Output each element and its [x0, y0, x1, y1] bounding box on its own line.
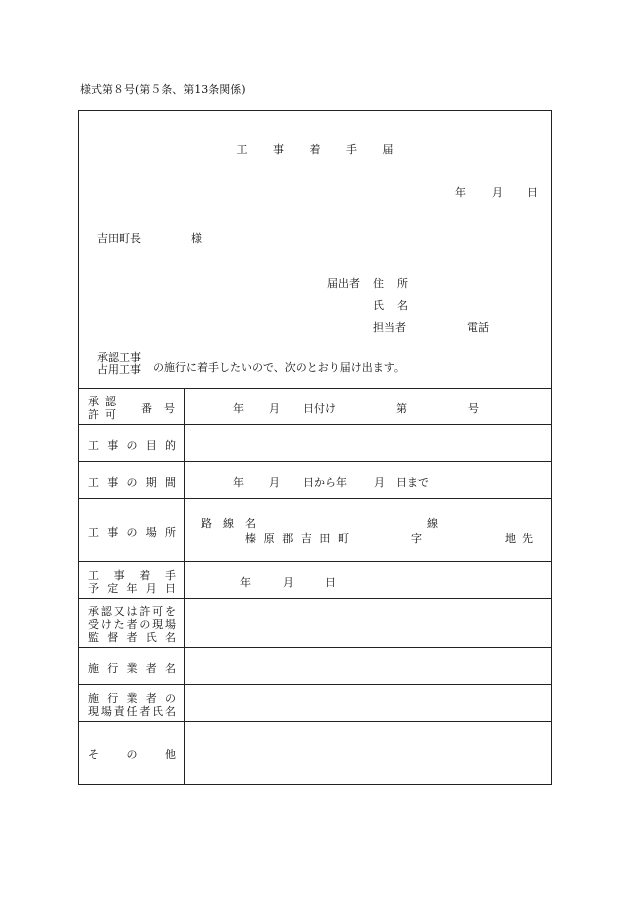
table-row-other	[79, 722, 551, 784]
table-row-site-manager	[79, 685, 551, 722]
table-row-period	[79, 462, 551, 499]
purpose-value[interactable]	[185, 425, 551, 461]
construction-start-notice-form	[78, 110, 552, 785]
supervisor-value[interactable]	[185, 599, 551, 647]
contact-person-label: 担当者	[373, 321, 406, 334]
statement-text: の施行に着手したいので、次のとおり届け出ます。	[153, 361, 405, 374]
permit-number-value[interactable]: 年 月 日付け 第 号	[233, 402, 479, 415]
work-type-approval: 承認工事	[97, 351, 141, 364]
site-manager-value[interactable]	[185, 685, 551, 721]
place-value[interactable]	[185, 499, 551, 561]
period-value[interactable]: 年 月 日から年 月 日まで	[233, 476, 429, 489]
date-day: 日	[527, 186, 538, 199]
form-number-header: 様式第８号(第５条、第13条関係)	[80, 83, 246, 96]
town-name: 榛 原 郡 吉 田 町	[245, 532, 349, 545]
name-label-1: 氏	[373, 299, 384, 312]
date-year: 年	[455, 186, 466, 199]
details-table	[79, 388, 551, 784]
site-manager-label: 施 行 業 者 の 現 場 責 任 者 氏 名	[79, 685, 185, 721]
table-row-start-date	[79, 562, 551, 599]
supervisor-label: 承 認 又 は 許 可 を 受 け た 者 の 現 場 監 督 者 氏 名	[79, 599, 185, 647]
phone-label: 電話	[467, 321, 489, 334]
other-value[interactable]	[185, 722, 551, 784]
form-title: 工 事 着 手 届	[236, 143, 394, 156]
period-label: 工 事 の 期 間	[79, 462, 185, 498]
route-suffix: 線	[427, 517, 438, 530]
applicant-label: 届出者	[327, 277, 360, 290]
address-label-2: 所	[397, 277, 408, 290]
table-row-contractor	[79, 648, 551, 685]
chisaki-label: 地 先	[505, 532, 533, 545]
date-month: 月	[492, 186, 503, 199]
other-label: そ の 他	[79, 722, 185, 784]
table-row-purpose	[79, 425, 551, 462]
route-name-label: 路 線 名	[201, 517, 256, 530]
table-row-supervisor	[79, 599, 551, 648]
contractor-label: 施 行 業 者 名	[79, 648, 185, 684]
name-label-2: 名	[397, 299, 408, 312]
table-row-permit-number	[79, 388, 551, 425]
start-date-label: 工 事 着 手 予 定 年 月 日	[79, 562, 185, 598]
addressee-name: 吉田町長	[97, 232, 141, 245]
start-date-value[interactable]: 年 月 日	[240, 576, 336, 589]
work-type-options	[97, 352, 141, 376]
place-label: 工 事 の 場 所	[79, 499, 185, 561]
addressee-honorific: 様	[191, 232, 202, 245]
work-type-occupancy: 占用工事	[97, 363, 141, 376]
form-top-section	[79, 111, 551, 389]
permit-number-label: 承 認 許 可 番 号	[79, 388, 185, 424]
address-label-1: 住	[373, 277, 384, 290]
aza-label: 字	[411, 532, 422, 545]
purpose-label: 工 事 の 目 的	[79, 425, 185, 461]
table-row-place	[79, 499, 551, 562]
contractor-value[interactable]	[185, 648, 551, 684]
